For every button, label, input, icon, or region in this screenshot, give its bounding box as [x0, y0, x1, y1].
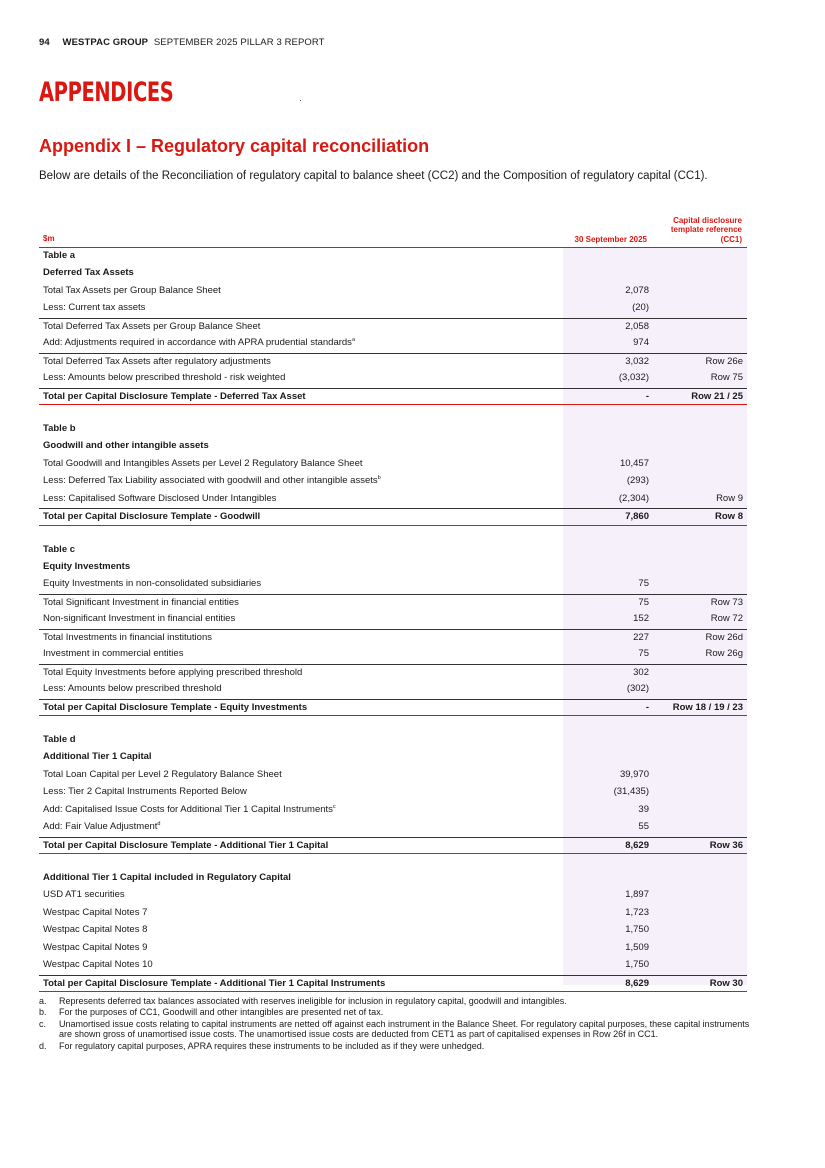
table-row	[39, 819, 747, 836]
table-spacer	[39, 526, 747, 542]
row-label: Total Investments in financial institutions	[43, 631, 212, 643]
table-row	[39, 456, 747, 473]
row-label: Less: Amounts below prescribed threshold - risk weighted	[43, 372, 286, 384]
table-spacer	[39, 716, 747, 732]
row-label: Total Deferred Tax Assets per Group Balance Sheet	[43, 320, 261, 332]
footnote-marker: b.	[39, 1007, 47, 1018]
row-value: (2,304)	[618, 492, 649, 504]
row-label: Deferred Tax Assets	[43, 267, 134, 279]
row-label: Less: Amounts below prescribed threshold	[43, 683, 222, 695]
table-row	[39, 576, 747, 593]
table-total-row	[39, 837, 747, 854]
row-label: Total Equity Investments before applying prescribed threshold	[43, 666, 303, 678]
table-row	[39, 265, 747, 282]
table-header	[39, 215, 747, 248]
row-label: Investment in commercial entities	[43, 648, 184, 660]
header-report: SEPTEMBER 2025 PILLAR 3 REPORT	[153, 37, 325, 48]
table-row	[39, 300, 747, 317]
table-row	[39, 646, 747, 663]
row-value: 75	[638, 648, 649, 660]
footnote	[39, 1007, 751, 1018]
appendix-title: Appendix I – Regulatory capital reconciliation	[39, 136, 430, 156]
row-label: Table b	[43, 422, 76, 434]
row-label: Add: Adjustments required in accordance with APRA prudential standards$^a$	[43, 337, 355, 349]
row-label: Additional Tier 1 Capital included in Regulatory Capital	[43, 872, 291, 883]
row-value: -	[645, 390, 649, 402]
table-row	[39, 905, 747, 922]
row-label: Table c	[43, 543, 76, 555]
row-value: 152	[633, 613, 649, 625]
table-total-row	[39, 975, 747, 992]
row-value: 55	[638, 821, 649, 833]
table-row	[39, 353, 747, 370]
table-row	[39, 491, 747, 508]
footnote-marker: d	[157, 821, 161, 828]
row-reference: Row 73	[710, 596, 743, 608]
row-label: Total per Capital Disclosure Template - Additional Tier 1 Capital Instruments	[43, 977, 386, 989]
row-reference: Row 75	[710, 372, 743, 384]
row-label: Goodwill and other intangible assets	[43, 440, 209, 452]
table-row	[39, 681, 747, 698]
footnotes	[39, 996, 751, 1052]
row-label: Total Deferred Tax Assets after regulatory adjustments	[43, 355, 271, 367]
row-label: Total Loan Capital per Level 2 Regulatory Balance Sheet	[43, 768, 282, 780]
table-total-row	[39, 508, 747, 525]
row-value: 7,860	[625, 511, 649, 523]
table-spacer	[39, 405, 747, 421]
footnote-text: For the purposes of CC1, Goodwill and other intangibles are presented net of tax.	[59, 1007, 384, 1018]
row-value: (302)	[626, 683, 649, 695]
row-value: 3,032	[625, 355, 649, 367]
table-row	[39, 957, 747, 974]
row-label: USD AT1 securities	[43, 889, 125, 901]
row-value: -	[645, 701, 649, 713]
row-label: Table d	[43, 733, 76, 745]
page-number: 94	[39, 37, 50, 48]
row-label: Westpac Capital Notes 9	[43, 941, 148, 953]
row-value: 1,509	[625, 941, 649, 953]
row-value: 8,629	[625, 839, 649, 851]
table-row	[39, 594, 747, 611]
footnote-marker: c	[332, 803, 336, 810]
reference-column-header: Capital disclosure template reference (CC1)	[670, 215, 742, 244]
table-total-row	[39, 699, 747, 716]
row-label: Add: Capitalised Issue Costs for Additional Tier 1 Capital Instruments$^c$	[43, 803, 336, 815]
footnote	[39, 996, 751, 1007]
row-label: Westpac Capital Notes 8	[43, 924, 148, 936]
row-label: Total per Capital Disclosure Template - Equity Investments	[43, 701, 308, 713]
row-value: (20)	[632, 302, 649, 314]
table-row	[39, 318, 747, 335]
table-row	[39, 335, 747, 352]
row-value: 75	[638, 578, 649, 590]
row-reference: Row 8	[715, 511, 743, 523]
row-label: Non-significant Investment in financial entities	[43, 613, 236, 625]
table-row	[39, 421, 747, 438]
row-label: Less: Tier 2 Capital Instruments Reported Below	[43, 786, 247, 798]
row-value: (3,032)	[618, 372, 649, 384]
footnote-marker: a	[351, 337, 355, 344]
row-value: (31,435)	[613, 786, 649, 798]
table-row	[39, 629, 747, 646]
table-row	[39, 283, 747, 300]
row-label: Less: Current tax assets	[43, 302, 146, 314]
table-row	[39, 802, 747, 819]
row-label: Total Tax Assets per Group Balance Sheet	[43, 284, 221, 296]
row-label: Total per Capital Disclosure Template - Additional Tier 1 Capital	[43, 839, 329, 851]
row-label: Equity Investments	[43, 561, 131, 572]
row-reference: Row 30	[709, 977, 743, 989]
table-row	[39, 922, 747, 939]
row-label: Add: Fair Value Adjustment$^d$	[43, 821, 161, 833]
row-reference: Row 18 / 19 / 23	[672, 701, 743, 713]
row-value: 1,897	[625, 889, 649, 901]
row-reference: Row 26g	[705, 648, 743, 660]
row-value: 10,457	[619, 457, 649, 469]
footnote	[39, 1041, 751, 1052]
table-row	[39, 870, 747, 887]
row-reference: Row 36	[709, 839, 743, 851]
row-value: 39	[638, 803, 649, 815]
row-reference: Row 21 / 25	[691, 390, 743, 402]
table-row	[39, 248, 747, 265]
table-row	[39, 559, 747, 576]
unit-header: $m	[43, 233, 55, 243]
row-value: 75	[638, 596, 649, 608]
row-value: 227	[633, 631, 649, 643]
row-label: Total Goodwill and Intangibles Assets per Level 2 Regulatory Balance Sheet	[43, 457, 363, 469]
row-label: Total Significant Investment in financial entities	[43, 596, 239, 608]
footnote-text: For regulatory capital purposes, APRA requires these instruments to be included as if they were unhedged.	[59, 1040, 485, 1051]
table-row	[39, 940, 747, 957]
row-value: 2,058	[625, 320, 649, 332]
row-label: Westpac Capital Notes 10	[43, 959, 153, 971]
table-row	[39, 732, 747, 749]
footnote-marker: b	[377, 475, 381, 482]
row-reference: Row 26e	[705, 355, 743, 367]
row-label: Total per Capital Disclosure Template - Goodwill	[43, 511, 261, 523]
row-value: 2,078	[625, 284, 649, 296]
row-label: Equity Investments in non-consolidated subsidiaries	[43, 578, 262, 590]
row-reference: Row 72	[710, 613, 743, 625]
row-value: 39,970	[619, 768, 649, 780]
table-spacer	[39, 854, 747, 870]
table-row	[39, 473, 747, 490]
table-row	[39, 611, 747, 628]
footnote-marker: a.	[39, 996, 47, 1006]
table-row	[39, 784, 747, 801]
row-label: Westpac Capital Notes 7	[43, 906, 148, 918]
header-group: WESTPAC GROUP	[62, 37, 149, 48]
row-value: 1,750	[625, 959, 649, 971]
page-header	[39, 37, 325, 48]
intro-paragraph: Below are details of the Reconciliation of regulatory capital to balance sheet (CC2) and the Composition of regulatory capital (CC1).	[39, 170, 708, 182]
footnote-marker: d.	[39, 1040, 47, 1051]
footnote-text: Represents deferred tax balances associated with reserves ineligible for inclusion in regulatory capital, goodwill and intangibles.	[59, 996, 567, 1006]
table-row	[39, 370, 747, 387]
row-value: 302	[633, 666, 649, 678]
row-label: Table a	[43, 250, 76, 261]
row-label: Less: Capitalised Software Disclosed Under Intangibles	[43, 492, 277, 504]
row-label: Additional Tier 1 Capital	[43, 751, 152, 763]
table-row	[39, 767, 747, 784]
table-row	[39, 438, 747, 455]
section-title: APPENDICES	[39, 77, 174, 108]
row-label: Less: Deferred Tax Liability associated with goodwill and other intangible assets$^b$	[43, 475, 381, 487]
row-reference: Row 9	[716, 492, 743, 504]
table-row	[39, 664, 747, 681]
row-value: 1,750	[625, 924, 649, 936]
table-row	[39, 542, 747, 559]
row-label: Total per Capital Disclosure Template - Deferred Tax Asset	[43, 390, 306, 402]
table-total-row	[39, 388, 747, 405]
row-value: 8,629	[625, 977, 649, 989]
footnote	[39, 1019, 751, 1041]
footnote-marker: c.	[39, 1018, 47, 1029]
stray-dot	[300, 100, 301, 101]
table-row	[39, 887, 747, 904]
row-value: (293)	[626, 475, 649, 487]
reconciliation-table	[39, 248, 747, 992]
date-column-header: 30 September 2025	[574, 234, 647, 244]
row-reference: Row 26d	[705, 631, 743, 643]
footnote-text: Unamortised issue costs relating to capital instruments are netted off against each instrument in the Balance Sheet. For regulatory capital purposes, these capital instruments are shown gross of unamortised issue costs. The unamortised issue costs are deducted from CET1 as part of capitalised expenses in Row 26f in CC1.	[59, 1018, 750, 1040]
row-value: 1,723	[625, 906, 649, 918]
row-value: 974	[633, 337, 649, 349]
table-row	[39, 749, 747, 766]
